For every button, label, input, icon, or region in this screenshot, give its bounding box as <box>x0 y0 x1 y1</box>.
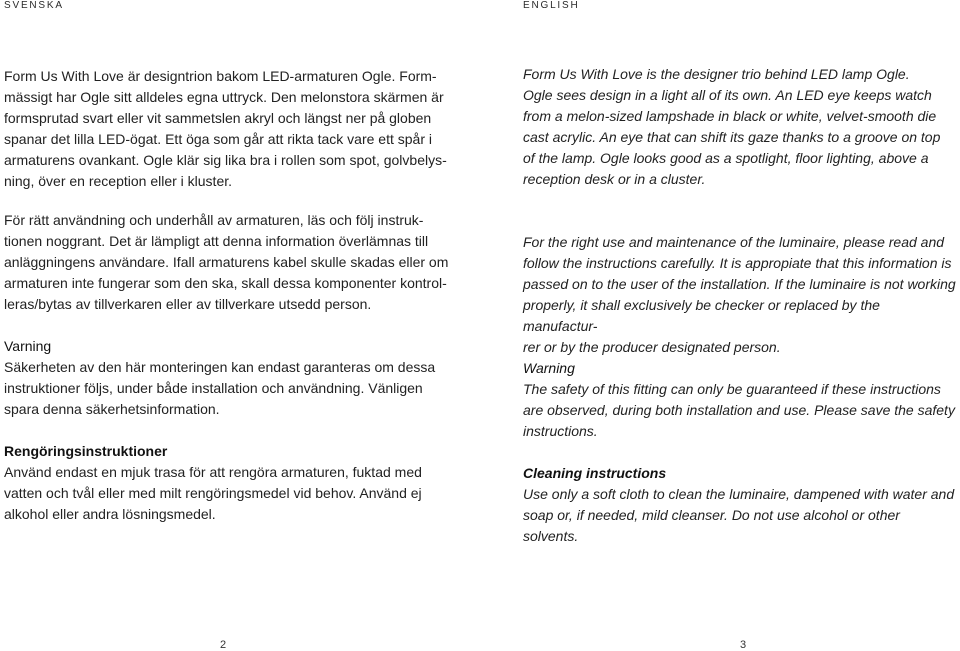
intro-paragraph-english <box>523 64 940 190</box>
text-line: Säkerheten av den här monteringen kan endast garanteras om dessa <box>4 359 436 375</box>
text-line: Form Us With Love is the designer trio behind LED lamp Ogle. <box>523 66 910 82</box>
text-line: mässigt har Ogle sitt alldeles egna uttryck. Den melonstora skärmen är <box>4 89 444 105</box>
text-line: Ogle sees design in a light all of its own. An LED eye keeps watch <box>523 87 932 103</box>
text-line: properly, it shall exclusively be checker or replaced by the manufactur- <box>523 297 880 334</box>
warning-heading-english: Warning <box>523 360 575 376</box>
text-line: ning, över en reception eller i kluster. <box>4 173 233 189</box>
text-line: For the right use and maintenance of the luminaire, please read and <box>523 234 945 250</box>
warning-paragraph-english <box>523 379 955 442</box>
cleaning-heading-swedish: Rengöringsinstruktioner <box>4 443 168 459</box>
text-line: spara denna säkerhetsinformation. <box>4 401 220 417</box>
text-line: The safety of this fitting can only be guaranteed if these instructions <box>523 381 941 397</box>
text-line: Form Us With Love är designtrion bakom LED-armaturen Ogle. Form- <box>4 68 437 84</box>
text-line: leras/bytas av tillverkaren eller av tillverkare utsedd person. <box>4 296 372 312</box>
page-number-right: 3 <box>740 639 747 651</box>
text-line: armaturen inte fungerar som den ska, skall dessa komponenter kontrol- <box>4 275 447 291</box>
text-line: alkohol eller andra lösningsmedel. <box>4 506 216 522</box>
text-line: tionen noggrant. Det är lämpligt att denna information överlämnas till <box>4 233 429 249</box>
text-line: vatten och tvål eller med milt rengöringsmedel vid behov. Använd ej <box>4 485 422 501</box>
text-line: of the lamp. Ogle looks good as a spotlight, floor lighting, above a <box>523 150 929 166</box>
text-line: instructions. <box>523 423 598 439</box>
cleaning-paragraph-english <box>523 484 956 547</box>
language-label-english: ENGLISH <box>523 0 580 11</box>
warning-heading-swedish: Varning <box>4 338 52 354</box>
language-label-swedish: SVENSKA <box>4 0 64 11</box>
usage-paragraph-swedish <box>4 210 448 315</box>
text-line: För rätt användning och underhåll av armaturen, läs och följ instruk- <box>4 212 424 228</box>
intro-paragraph-swedish <box>4 66 447 192</box>
text-line: armaturens ovankant. Ogle klär sig lika bra i rollen som spot, golvbelys- <box>4 152 447 168</box>
text-line: from a melon-sized lampshade in black or white, velvet-smooth die <box>523 108 937 124</box>
text-line: instruktioner följs, under både installation och användning. Vänligen <box>4 380 423 396</box>
usage-paragraph-english <box>523 232 956 358</box>
page-number-left: 2 <box>220 639 227 651</box>
text-line: spanar det lilla LED-ögat. Ett öga som går att rikta tack vare ett spår i <box>4 131 432 147</box>
cleaning-paragraph-swedish <box>4 462 422 525</box>
text-line: Use only a soft cloth to clean the luminaire, dampened with water and <box>523 486 955 502</box>
text-line: soap or, if needed, mild cleanser. Do not use alcohol or other solvents. <box>523 507 900 544</box>
text-line: rer or by the producer designated person. <box>523 339 781 355</box>
text-line: reception desk or in a cluster. <box>523 171 706 187</box>
text-line: passed on to the user of the installation. If the luminaire is not working <box>523 276 956 292</box>
text-line: cast acrylic. An eye that can shift its gaze thanks to a groove on top <box>523 129 941 145</box>
warning-paragraph-swedish <box>4 357 435 420</box>
text-line: formsprutad svart eller vit sammetslen akryl och längst ner på globen <box>4 110 432 126</box>
text-line: anläggningens användare. Ifall armaturens kabel skulle skadas eller om <box>4 254 449 270</box>
text-line: follow the instructions carefully. It is appropiate that this information is <box>523 255 952 271</box>
cleaning-heading-english: Cleaning instructions <box>523 465 667 481</box>
text-line: are observed, during both installation and use. Please save the safety <box>523 402 955 418</box>
text-line: Använd endast en mjuk trasa för att rengöra armaturen, fuktad med <box>4 464 422 480</box>
